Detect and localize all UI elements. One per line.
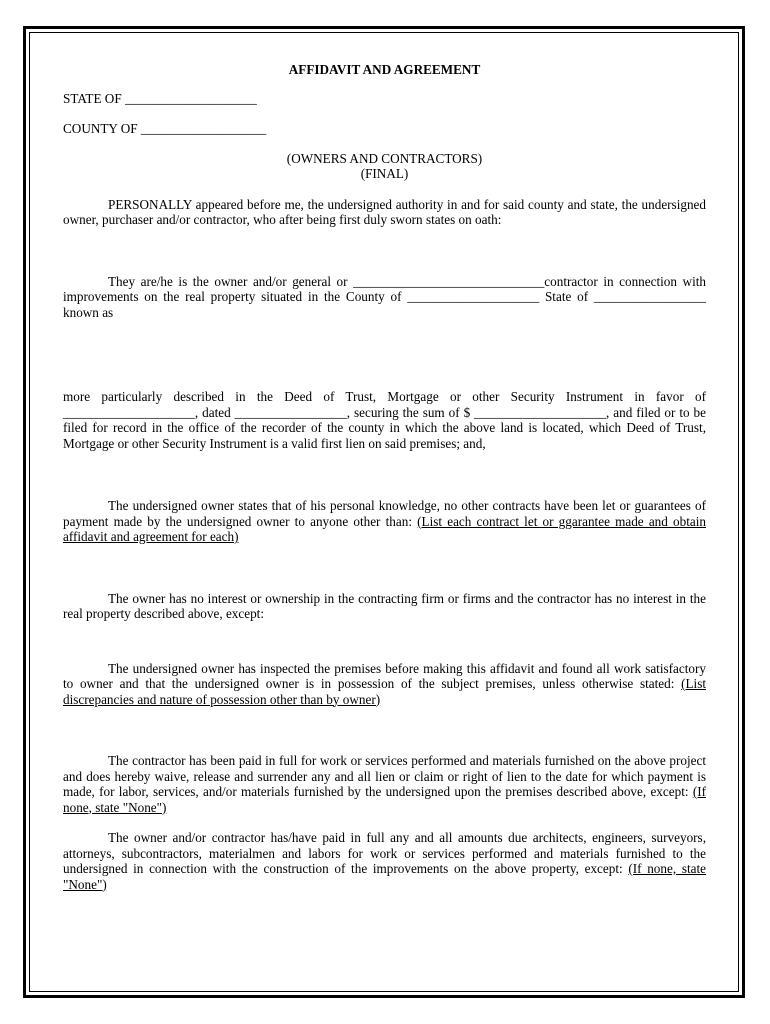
subtitle-owners-contractors: (OWNERS AND CONTRACTORS): [286, 150, 483, 166]
paragraph-contractor-paid-text: The contractor has been paid in full for work or services performed and materials furnished on the above project and does hereby waive, release and surrender any and all lien or claim or right of lien to the date for which payment is made, for labor, services, and/or materials furnished by the undersigned upon the premises described above, except:: [63, 753, 706, 799]
paragraph-amounts-paid: [63, 830, 706, 892]
paragraph-amounts-paid-instruction: (If none, state "None"): [63, 861, 706, 892]
paragraph-owner-contractor: They are/he is the owner and/or general or _____________________________contractor in connection with improvements on the real property situated in the County of ____________________ State of _________________ known as: [63, 273, 706, 320]
paragraph-inspected-premises: [63, 661, 706, 708]
county-line: COUNTY OF ___________________: [63, 121, 267, 136]
paragraph-amounts-paid-text: The owner and/or contractor has/have paid in full any and all amounts due architects, engineers, surveyors, attorneys, subcontractors, materialmen and labors for work or services performed and materials furnished to the undersigned in connection with the construction of the improvements on the above property, except:: [63, 830, 706, 876]
paragraph-no-other-contracts-text: The undersigned owner states that of his personal knowledge, no other contracts have been let or guarantees of payment made by the undersigned owner to anyone other than:: [63, 498, 706, 529]
document-body: [63, 62, 706, 892]
paragraph-no-other-contracts-instruction: (List each contract let or ggarantee made and obtain affidavit and agreement for each): [63, 513, 706, 544]
paragraph-contractor-paid-instruction: (If none, state "None"): [63, 784, 706, 815]
paragraph-inspected-premises-instruction: (List discrepancies and nature of possession other than by owner): [63, 676, 706, 707]
paragraph-no-other-contracts: [63, 498, 706, 545]
state-line: STATE OF ____________________: [63, 90, 257, 106]
document-title: AFFIDAVIT AND AGREEMENT: [288, 62, 481, 77]
paragraph-contractor-paid: [63, 753, 706, 815]
paragraph-deed-of-trust: more particularly described in the Deed of Trust, Mortgage or other Security Instrument in favor of ____________________, dated _________________, securing the sum of $ ____________________, and filed or to be filed for record in the office of the recorder of the county in which the above land is located, which Deed of Trust, Mortgage or other Security Instrument is a valid first lien on said premises; and,: [63, 389, 706, 451]
paragraph-personally-appeared: PERSONALLY appeared before me, the undersigned authority in and for said county and state, the undersigned owner, purchaser and/or contractor, who after being first duly sworn states on oath:: [63, 196, 706, 227]
subtitle-final: (FINAL): [360, 166, 409, 181]
paragraph-no-interest: The owner has no interest or ownership in the contracting firm or firms and the contractor has no interest in the real property described above, except:: [63, 590, 706, 621]
paragraph-inspected-premises-text: The undersigned owner has inspected the premises before making this affidavit and found all work satisfactory to owner and that the undersigned owner is in possession of the subject premises, unless otherwise stated:: [63, 660, 706, 691]
